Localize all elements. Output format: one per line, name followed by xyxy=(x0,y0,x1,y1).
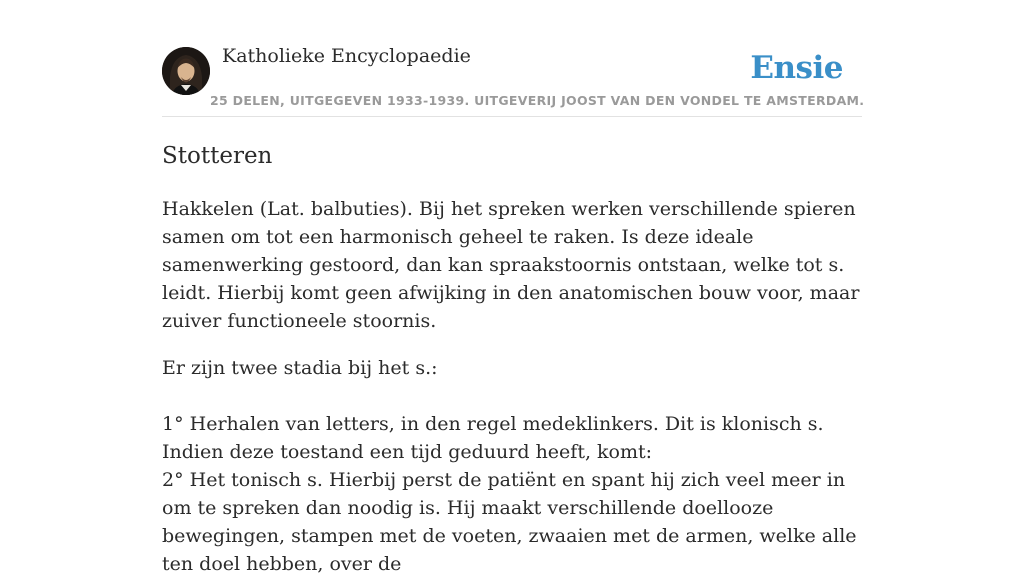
stage-2-text: 2° Het tonisch s. Hierbij perst de patiënt en spant hij zich veel meer in om te spreken dan noodig is. Hij maakt verschillende doellooze bewegingen, stampen met de voeten, zwaaien met de armen, welke alle ten doel hebben, over de xyxy=(162,469,857,575)
page-container xyxy=(162,0,865,578)
ensie-logo-link[interactable]: Ensie xyxy=(750,50,843,86)
stages-intro: Er zijn twee stadia bij het s.: xyxy=(162,357,438,379)
line-break xyxy=(162,382,862,410)
portrait-avatar-icon[interactable] xyxy=(162,47,210,95)
publication-title[interactable]: Katholieke Encyclopaedie xyxy=(222,45,471,67)
publication-header xyxy=(162,0,865,117)
stage-1-text: 1° Herhalen van letters, in den regel medeklinkers. Dit is klonisch s. Indien deze toestand een tijd geduurd heeft, komt: xyxy=(162,413,824,463)
article-paragraph-stages xyxy=(162,354,862,578)
article-title: Stotteren xyxy=(162,143,273,169)
article-paragraph: Hakkelen (Lat. balbuties). Bij het spreken werken verschillende spieren samen om tot een harmonisch geheel te raken. Is deze ideale samenwerking gestoord, dan kan spraakstoornis ontstaan, welke tot s. leidt. Hierbij komt geen afwijking in den anatomischen bouw voor, maar zuiver functioneele stoornis. xyxy=(162,198,860,332)
publication-meta: 25 DELEN, UITGEGEVEN 1933-1939. UITGEVERIJ JOOST VAN DEN VONDEL TE AMSTERDAM. xyxy=(210,93,865,108)
